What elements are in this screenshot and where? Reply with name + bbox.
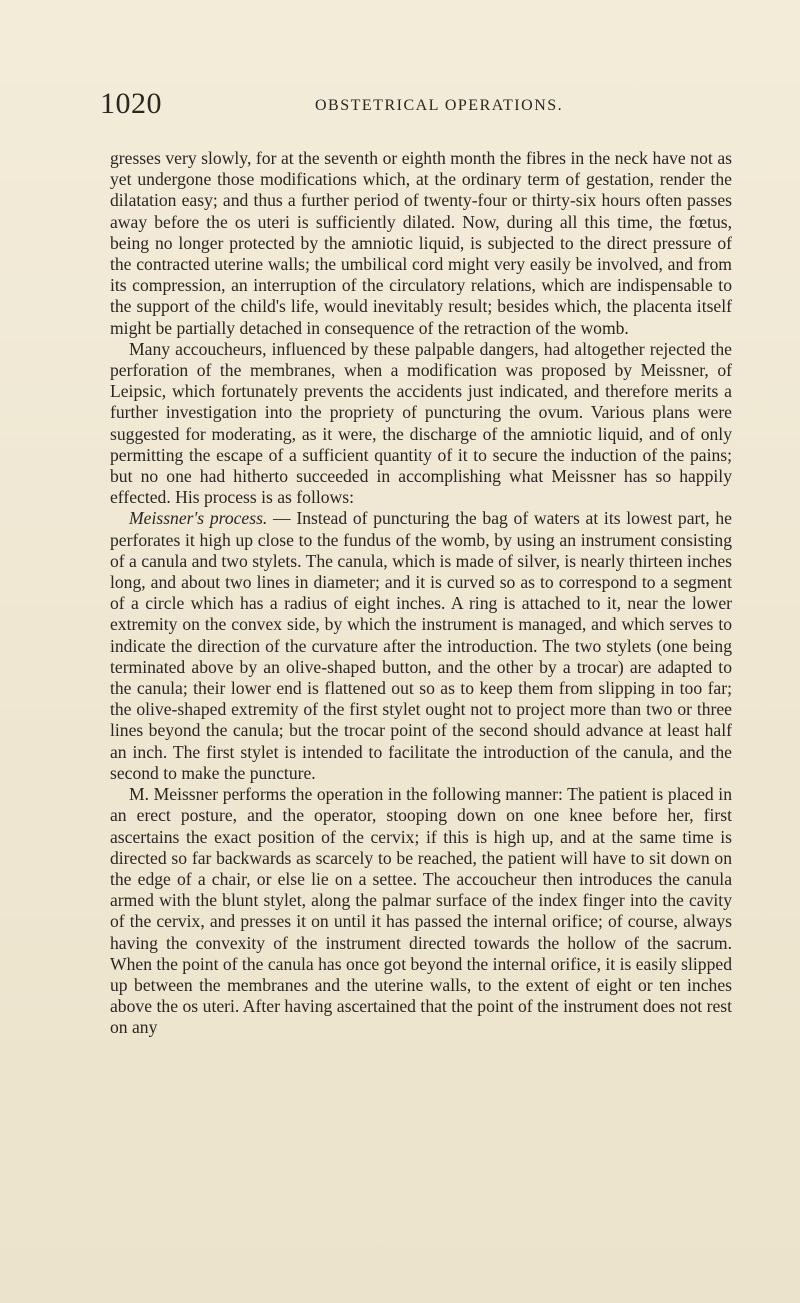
section-heading-inline: Meissner's process. bbox=[129, 508, 268, 529]
paragraph-meissners-process bbox=[110, 508, 732, 784]
paragraph-continued: gresses very slowly, for at the seventh or eighth month the fibres in the neck have not as yet undergone those modifications which, at the ordinary term of gestation, render the dilatation easy; and thus a further period of twenty-four or thirty-six hours often passes away before the os uteri is sufficiently dilated. Now, during all this time, the fœtus, being no longer protected by the amniotic liquid, is subjected to the direct pressure of the contracted uterine walls; the umbilical cord might very easily be involved, and from its compression, an interruption of the circulatory relations, which are indispensable to the support of the child's life, would inevitably result; besides which, the placenta itself might be partially detached in consequence of the retraction of the womb. bbox=[110, 148, 732, 338]
body-text bbox=[110, 148, 732, 1039]
paragraph-accoucheurs: Many accoucheurs, influenced by these palpable dangers, had altogether rejected the perforation of the membranes, when a modification was proposed by Meissner, of Leipsic, which fortunately prevents the accidents just indicated, and therefore merits a further investigation into the propriety of puncturing the ovum. Various plans were suggested for moderating, as it were, the discharge of the amniotic liquid, and of only permitting the escape of a sufficient quantity of it to secure the induction of the pains; but no one had hitherto succeeded in accomplishing what Meissner has so happily effected. His process is as follows: bbox=[110, 338, 732, 508]
page-number: 1020 bbox=[100, 87, 162, 120]
heading-dash: — bbox=[267, 508, 297, 529]
running-head bbox=[100, 88, 720, 120]
running-title: OBSTETRICAL OPERATIONS. bbox=[315, 97, 564, 114]
paragraph-operation: M. Meissner performs the operation in the following manner: The patient is placed in an erect posture, and the operator, stooping down on one knee before her, first ascertains the exact position of the cervix; if this is high up, and at the same time is directed so far backwards as scarcely to be reached, the patient will have to sit down on the edge of a chair, or else lie on a settee. The accoucheur then introduces the canula armed with the blunt stylet, along the palmar surface of the index finger into the cavity of the cervix, and presses it on until it has passed the internal orifice; of course, always having the convexity of the instrument directed towards the hollow of the sacrum. When the point of the canula has once got beyond the internal orifice, it is easily slipped up between the membranes and the uterine walls, to the extent of eight or ten inches above the os uteri. After having ascertained that the point of the instrument does not rest on any bbox=[110, 784, 732, 1038]
paragraph-process-text: Instead of puncturing the bag of waters at its lowest part, he perforates it high up close to the fundus of the womb, by using an instrument consisting of a canula and two stylets. The canula, which is made of silver, is nearly thirteen inches long, and about two lines in diameter; and it is curved so as to correspond to a segment of a circle which has a radius of eight inches. A ring is attached to it, near the lower extremity on the convex side, by which the instrument is managed, and which serves to indicate the direction of the curvature after the introduction. The two stylets (one being terminated above by an olive-shaped button, and the other by a trocar) are adapted to the canula; their lower end is flattened out so as to keep them from slipping in too far; the olive-shaped extremity of the first stylet ought not to project more than two or three lines beyond the canula; but the trocar point of the second should advance at least half an inch. The first stylet is intended to facilitate the introduction of the canula, and the second to make the puncture. bbox=[110, 508, 732, 783]
